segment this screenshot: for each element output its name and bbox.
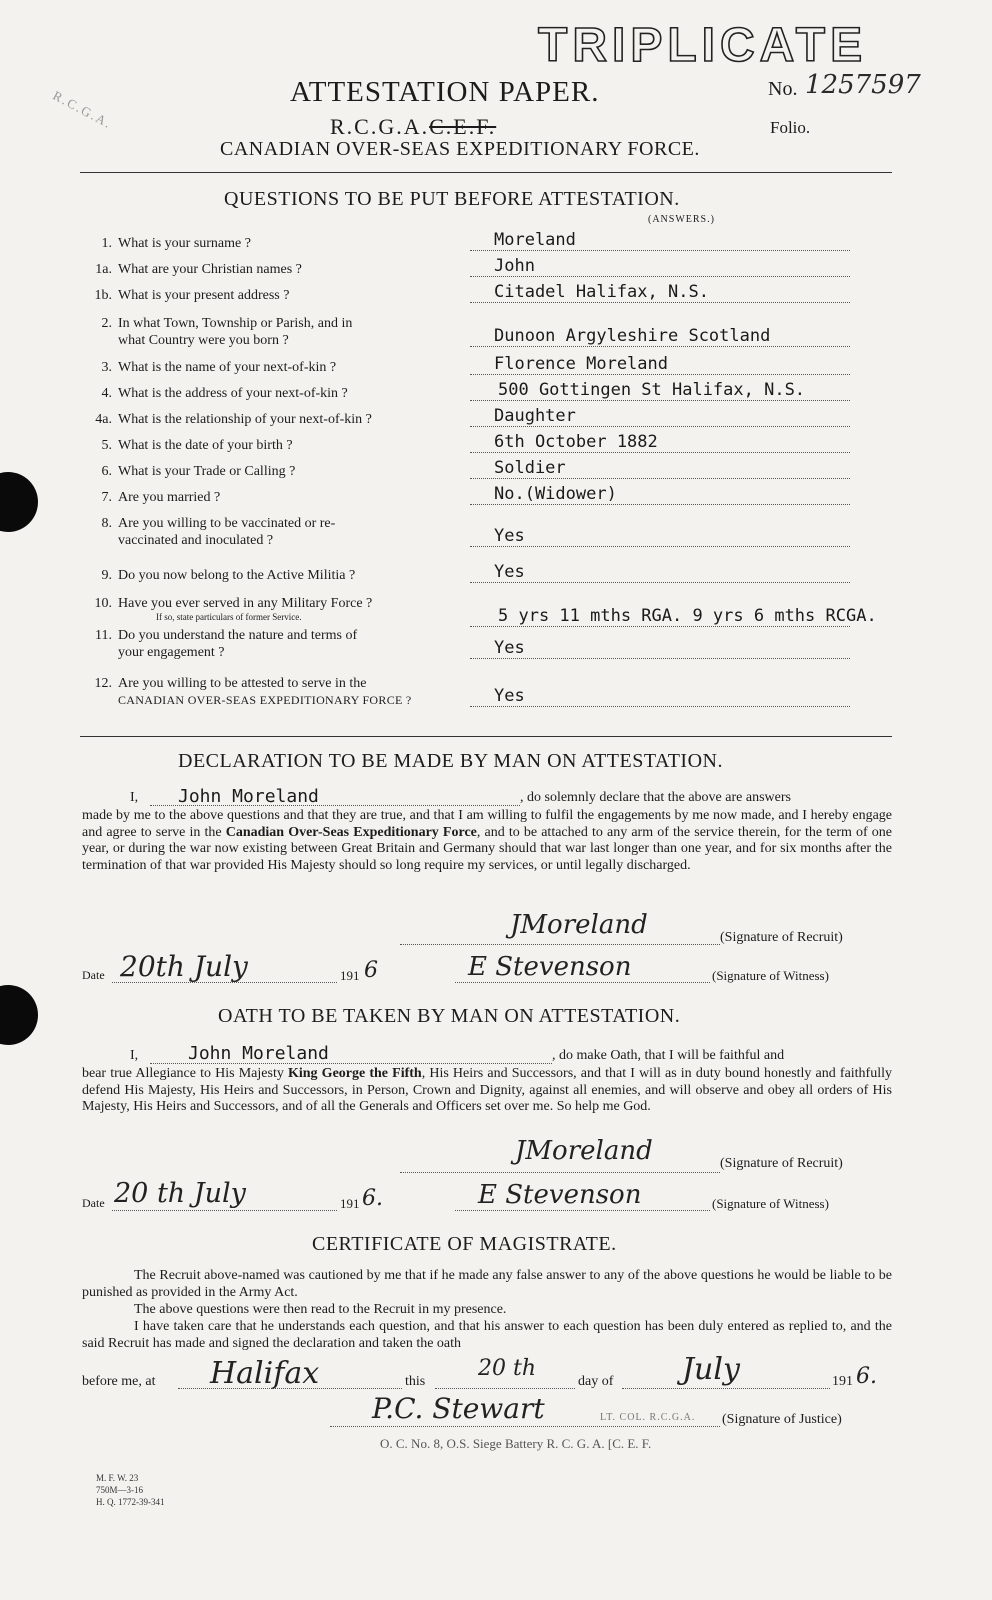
date-line [112,1210,337,1211]
question-text-continued: If so, state particulars of former Service. [156,612,302,622]
oath-year-prefix: 191 [340,1196,360,1211]
question-text: Are you willing to be attested to serve in the [118,676,367,691]
recruit-sign-label: (Signature of Recruit) [720,930,843,945]
question-number: 1b. [94,288,112,303]
recruit-sign-line [400,944,720,945]
question-text: Are you willing to be vaccinated or re- [118,516,336,531]
question-text: Do you understand the nature and terms of [118,628,358,643]
question-text: What is the address of your next-of-kin ? [118,386,348,401]
question-text-continued: your engagement ? [118,645,225,660]
date-label: Date [82,968,105,982]
answer-text: Dunoon Argyleshire Scotland [494,326,771,346]
answer-line [470,706,850,707]
answer-line [470,302,850,303]
question-row [80,386,348,402]
answer-text: 6th October 1882 [494,432,658,452]
question-number: 10. [94,596,112,611]
year-prefix: 191 [340,968,360,983]
force-title: CANADIAN OVER-SEAS EXPEDITIONARY FORCE. [220,138,700,160]
question-row [80,676,366,692]
declaration-name: John Moreland [178,786,319,807]
mag-year-suffix: 6. [856,1364,877,1389]
question-text: What is your surname ? [118,236,251,251]
question-number: 9. [101,568,112,583]
oath-year-suffix: 6. [362,1186,383,1211]
question-text: What is your Trade or Calling ? [118,464,296,479]
answer-line [470,374,850,375]
justice-signature: P.C. Stewart [372,1392,545,1425]
oath-body: bear true Allegiance to His Majesty King George the Fifth, His Heirs and Successors, and that I will as in duty bound honestly and faithfully defend His Majesty, His Heirs and Successors, in Person, Crown and Dignity, against all enemies, and will observe and obey all orders of His Majesty, His Heirs and Successors, and of all the Generals and Officers set over me. So help me God. [82,1066,892,1115]
folio-label: Folio. [770,118,811,137]
answer-line [470,504,850,505]
oath-witness-sign-label: (Signature of Witness) [712,1196,829,1211]
number-label: No. [768,78,798,100]
magistrate-heading: CERTIFICATE OF MAGISTRATE. [312,1233,617,1255]
triplicate-stamp: TRIPLICATE [538,19,868,72]
answer-text: Florence Moreland [494,354,668,374]
witness-signature: E Stevenson [468,952,632,982]
form-code: M. F. W. 23 [96,1473,139,1483]
questions-heading: QUESTIONS TO BE PUT BEFORE ATTESTATION. [224,188,680,210]
witness-sign-line [455,1210,710,1211]
question-text: Are you married ? [118,490,221,505]
recruit-sign-line [400,1172,720,1173]
question-text-continued: vaccinated and inoculated ? [118,533,274,548]
question-text-continued: CANADIAN OVER-SEAS EXPEDITIONARY FORCE ? [118,693,412,707]
question-row [80,516,335,532]
punch-hole [0,985,38,1045]
answer-text: 5 yrs 11 mths RGA. 9 yrs 6 mths RCGA. [498,606,877,626]
answer-text: Soldier [494,458,566,478]
this-label: this [405,1374,426,1389]
answer-text: Moreland [494,230,576,250]
question-number: 6. [101,464,112,479]
question-number: 8. [101,516,112,531]
answer-text: Yes [494,562,525,582]
justice-sign-line [330,1426,720,1427]
answer-text: John [494,256,535,276]
magistrate-p3: I have taken care that he understands each question, and that his answer to each question has been duly entered as replied to, and the said Recruit has made and signed the declaration and taken the oath [82,1319,892,1351]
question-number: 4a. [95,412,112,427]
declaration-date: 20th July [120,950,248,983]
answer-text: Daughter [494,406,576,426]
year-suffix: 6 [364,958,378,983]
answer-text: Yes [494,526,525,546]
answer-line [470,400,850,401]
witness-sign-line [455,982,710,983]
question-row [80,236,251,252]
question-number: 2. [101,316,112,331]
oath-date: 20 th July [114,1178,246,1209]
unit-overwrite: R.C.G.A.C.E.F. [330,114,497,139]
page-title: ATTESTATION PAPER. [290,76,600,108]
answer-line [470,582,850,583]
divider [80,172,892,173]
answers-label: (ANSWERS.) [648,214,715,225]
question-number: 12. [94,676,112,691]
oath-date-label: Date [82,1196,105,1210]
oath-heading: OATH TO BE TAKEN BY MAN ON ATTESTATION. [218,1005,681,1027]
question-row [80,596,372,612]
answer-line [470,346,850,347]
question-row [80,490,220,506]
answer-text: Yes [494,686,525,706]
question-number: 1a. [95,262,112,277]
answer-text: 500 Gottingen St Halifax, N.S. [498,380,806,400]
hq-code: H. Q. 1772-39-341 [96,1497,165,1507]
question-text: What is the relationship of your next-of-kin ? [118,412,372,427]
oath-recruit-signature: JMoreland [515,1136,653,1166]
question-row [80,464,295,480]
regimental-number: 1257597 [805,70,921,100]
oath-recruit-sign-label: (Signature of Recruit) [720,1156,843,1171]
recruit-signature: JMoreland [510,910,648,940]
oath-witness-signature: E Stevenson [478,1180,642,1210]
declaration-prefix: I, [130,790,139,805]
question-text: What is the date of your birth ? [118,438,293,453]
mag-year-prefix: 191 [832,1374,853,1389]
oath-prefix: I, [130,1048,139,1063]
answer-text: Citadel Halifax, N.S. [494,282,709,302]
declaration-body: made by me to the above questions and that they are true, and that I am willing to fulfil the engagements by me now made, and I hereby engage and agree to serve in the Canadian Over-Seas Expeditionary Force, and to be attached to any arm of the service therein, for the term of one year, or during the war now existing between Great Britain and Germany should that war last longer than one year, and for six months after the termination of that war provided His Majesty should so long require my services, or until legally discharged. [82,808,892,873]
question-row [80,288,289,304]
month-line [622,1388,830,1389]
question-number: 5. [101,438,112,453]
magistrate-day: 20 th [478,1356,536,1381]
question-text: What are your Christian names ? [118,262,302,277]
day-of-label: day of [578,1374,614,1389]
magistrate-place: Halifax [210,1356,320,1391]
question-text: In what Town, Township or Parish, and in [118,316,353,331]
question-text: Do you now belong to the Active Militia ? [118,568,356,583]
side-stamp: R.C.G.A. [50,87,116,132]
question-row [80,262,302,278]
before-label: before me, at [82,1374,156,1389]
oath-name: John Moreland [188,1043,329,1064]
declaration-line1: , do solemnly declare that the above are answers [520,790,791,805]
question-row [80,412,372,428]
day-line [435,1388,575,1389]
divider [80,736,892,737]
answer-line [470,478,850,479]
question-row [80,360,336,376]
question-row [80,316,352,332]
answer-line [470,452,850,453]
question-number: 1. [101,236,112,251]
justice-rank: LT. COL. R.C.G.A. [600,1412,696,1423]
question-number: 4. [101,386,112,401]
question-row [80,628,357,644]
question-number: 3. [101,360,112,375]
punch-hole [0,472,38,532]
answer-line [470,276,850,277]
answer-text: Yes [494,638,525,658]
magistrate-month: July [682,1352,740,1387]
witness-sign-label: (Signature of Witness) [712,968,829,983]
answer-line [470,546,850,547]
question-text: Have you ever served in any Military Force ? [118,596,373,611]
answer-line [470,658,850,659]
question-text-continued: what Country were you born ? [118,333,289,348]
answer-line [470,426,850,427]
declaration-heading: DECLARATION TO BE MADE BY MAN ON ATTESTATION. [178,750,723,772]
oath-line1: , do make Oath, that I will be faithful and [552,1048,785,1063]
question-text: What is your present address ? [118,288,290,303]
question-row [80,438,293,454]
question-number: 7. [101,490,112,505]
magistrate-p2: The above questions were then read to the Recruit in my presence. [134,1302,507,1317]
answer-text: No.(Widower) [494,484,617,504]
justice-sign-label: (Signature of Justice) [722,1412,842,1427]
answer-line [470,250,850,251]
answer-line [470,626,850,627]
question-number: 11. [95,628,112,643]
print-run: 750M—3-16 [96,1485,143,1495]
unit-stamp: O. C. No. 8, O.S. Siege Battery R. C. G. A. [C. E. F. [380,1436,652,1451]
magistrate-p1: The Recruit above-named was cautioned by me that if he made any false answer to any of the above questions he would be liable to be punished as provided in the Army Act. [82,1268,892,1300]
question-row [80,568,355,584]
question-text: What is the name of your next-of-kin ? [118,360,337,375]
